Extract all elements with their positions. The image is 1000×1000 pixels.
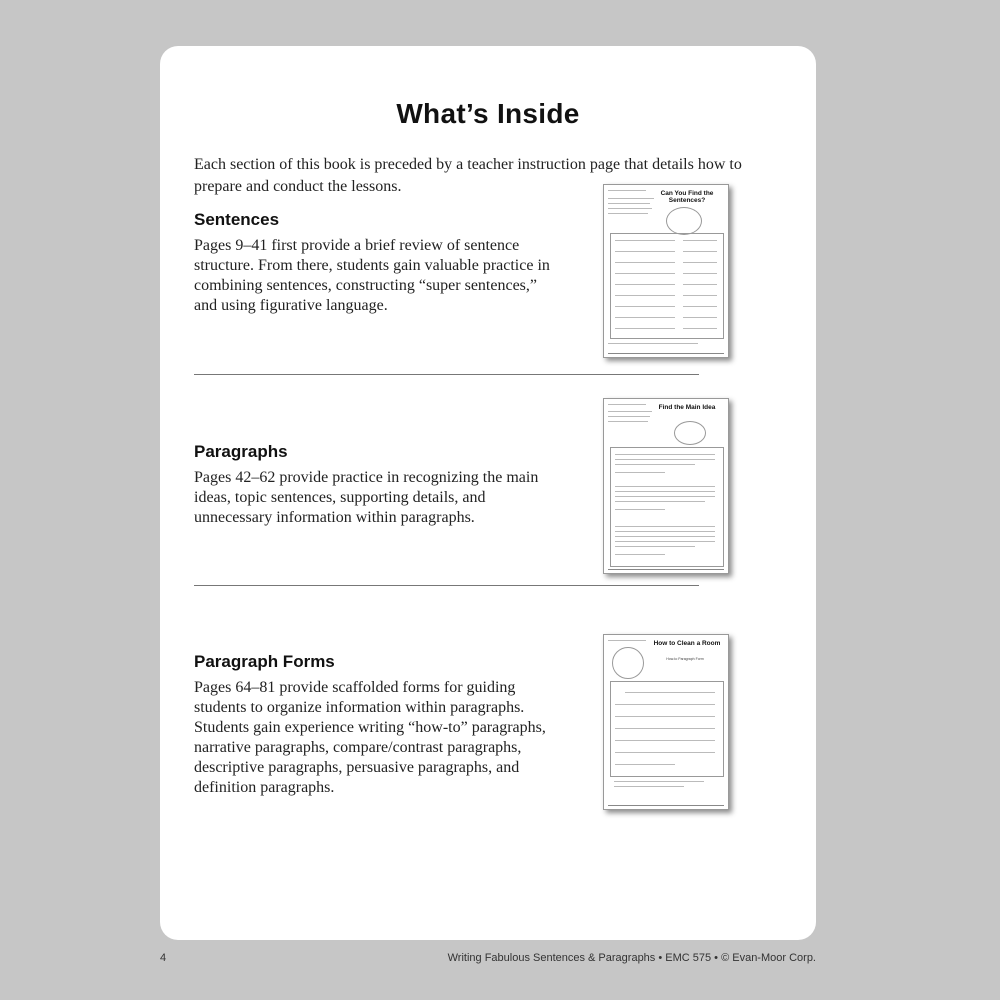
thumbnail-title: How to Clean a Room (653, 640, 721, 647)
bear-illustration-icon (666, 207, 702, 235)
bear-illustration-icon (674, 421, 706, 445)
thumbnail-subtitle: How-to Paragraph Form (666, 657, 704, 661)
intro-paragraph: Each section of this book is preceded by a teacher instruction page that details how to prepare and conduct the lessons. (194, 156, 742, 195)
footer-credit: Writing Fabulous Sentences & Paragraphs • EMC 575 • © Evan-Moor Corp. (447, 952, 816, 964)
thumbnail-title: Can You Find the Sentences? (660, 190, 714, 204)
section-heading-paragraphs: Paragraphs (194, 442, 288, 461)
section-heading-paragraph-forms: Paragraph Forms (194, 652, 335, 671)
thumbnail-title: Find the Main Idea (658, 404, 716, 411)
thumbnail-paragraphs (603, 398, 729, 574)
section-body-paragraphs: Pages 42–62 provide practice in recognizing the main ideas, topic sentences, supporting details, and unnecessary information within paragraphs. (194, 469, 539, 526)
page-title: What’s Inside (396, 98, 580, 129)
thumbnail-sentences (603, 184, 729, 358)
section-body-paragraph-forms: Pages 64–81 provide scaffolded forms for guiding students to organize information within paragraphs. Students gain experience writing “how-to” paragraphs, narrative paragraphs, compare/contrast paragraphs, descriptive paragraphs, persuasive paragraphs, and definition paragraphs. (194, 679, 546, 796)
section-divider (194, 585, 699, 586)
page-number: 4 (160, 952, 167, 964)
bear-illustration-icon (612, 647, 644, 679)
thumbnail-paragraph-forms (603, 634, 729, 810)
book-page (160, 46, 816, 940)
section-divider (194, 374, 699, 375)
section-heading-sentences: Sentences (194, 210, 280, 229)
section-body-sentences: Pages 9–41 first provide a brief review of sentence structure. From there, students gain valuable practice in combining sentences, constructing “super sentences,” and using figurative language. (194, 237, 550, 314)
